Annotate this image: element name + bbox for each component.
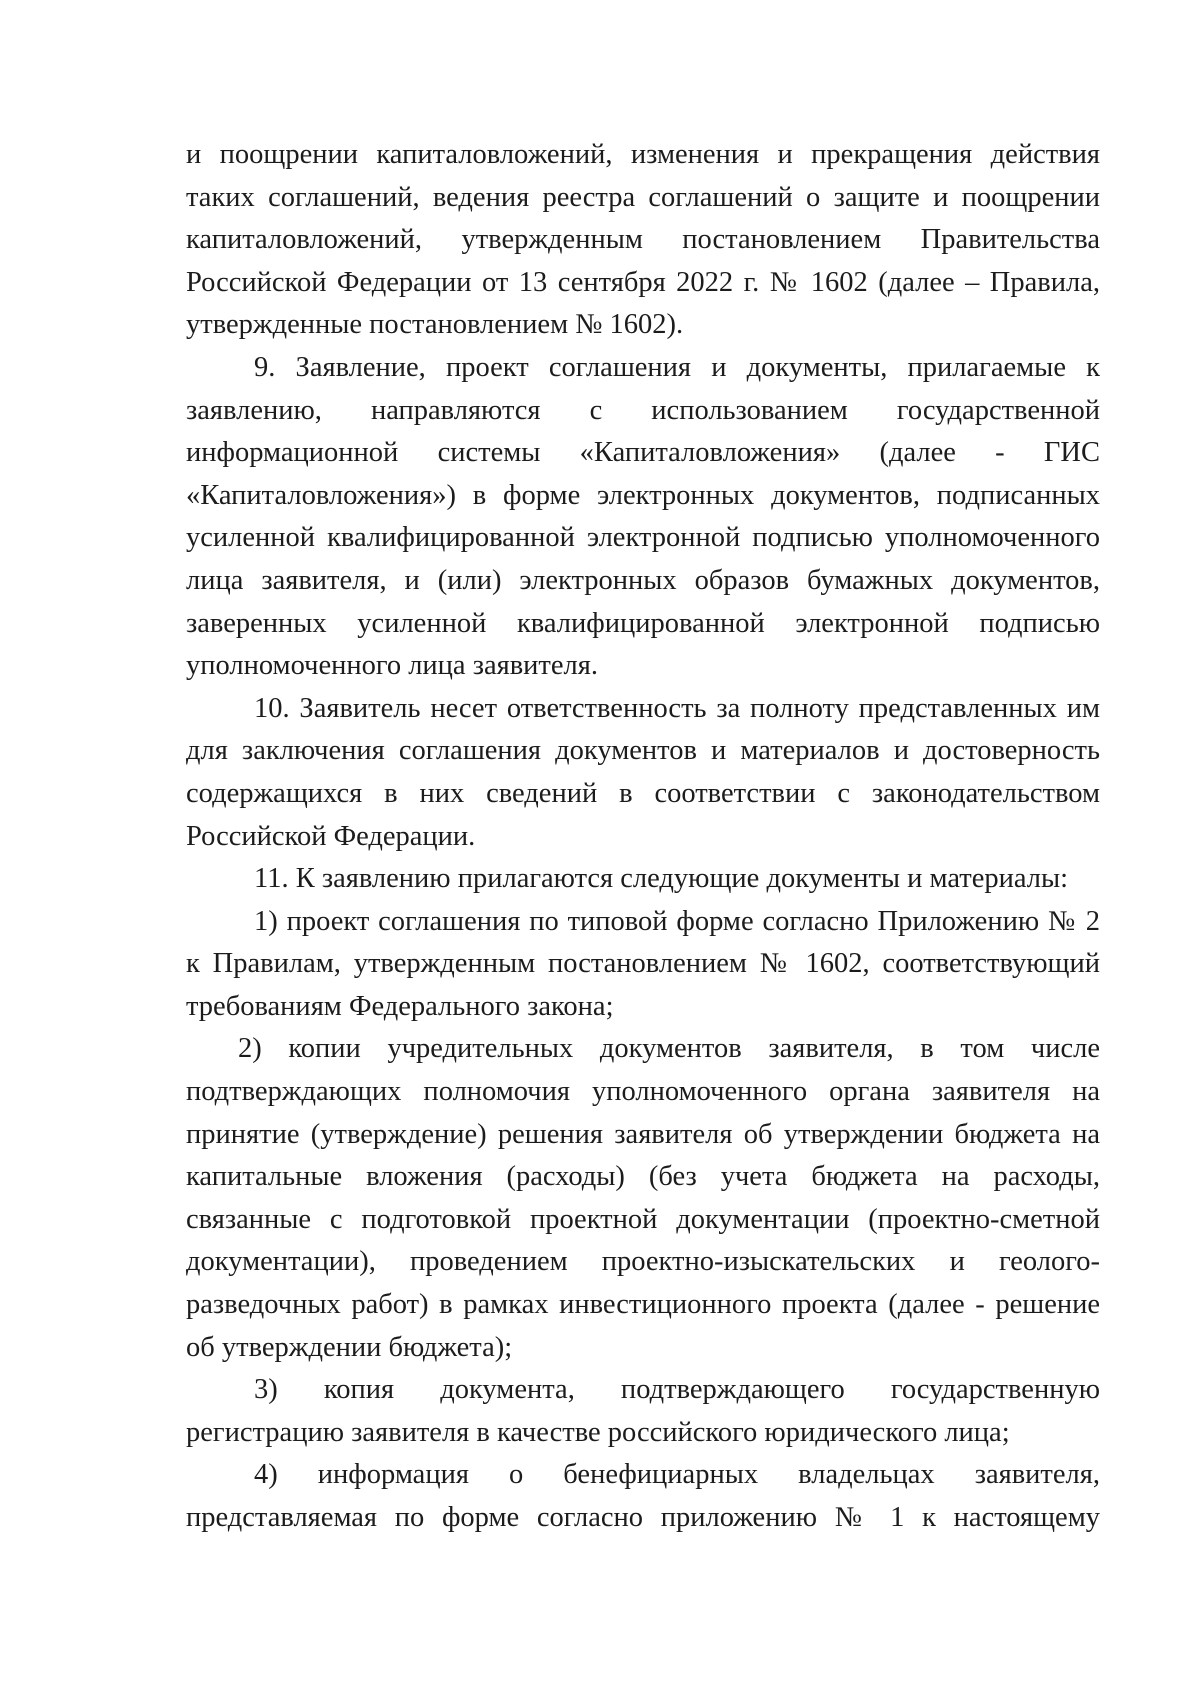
paragraph-continuation: и поощрении капиталовложений, изменения и прекращения действия таких соглашений, ведения реестра соглашений о защите и поощрении капиталовложений, утвержденным постановлением Правительства Российской Федерации от 13 сентября 2022 г. № 1602 (далее – Правила, утвержденные постановлением № 1602). bbox=[186, 139, 1100, 341]
paragraph-11: 11. К заявлению прилагаются следующие документы и материалы: bbox=[254, 863, 1069, 895]
document-page bbox=[186, 134, 1100, 1540]
list-item-4: 4) информация о бенефициарных владельцах заявителя, представляемая по форме согласно приложению № 1 к настоящему bbox=[186, 1459, 1100, 1533]
list-item-1: 1) проект соглашения по типовой форме согласно Приложению № 2 к Правилам, утвержденным постановлением № 1602, соответствующий требованиям Федерального закона; bbox=[186, 905, 1100, 1022]
paragraph-10: 10. Заявитель несет ответственность за полноту представленных им для заключения соглашения документов и материалов и достоверность содержащихся в них сведений в соответствии с законодательством Российской Федерации. bbox=[186, 692, 1100, 852]
paragraph-9: 9. Заявление, проект соглашения и документы, прилагаемые к заявлению, направляются с использованием государственной информационной системы «Капиталовложения» (далее - ГИС «Капиталовложения») в форме электронных документов, подписанных усиленной квалифицированной электронной подписью уполномоченного лица заявителя, и (или) электронных образов бумажных документов, заверенных усиленной квалифицированной электронной подписью уполномоченного лица заявителя. bbox=[186, 351, 1100, 682]
list-item-3: 3) копия документа, подтверждающего государственную регистрацию заявителя в качестве российского юридического лица; bbox=[186, 1374, 1100, 1448]
list-item-2: 2) копии учредительных документов заявителя, в том числе подтверждающих полномочия уполномоченного органа заявителя на принятие (утверждение) решения заявителя об утверждении бюджета на капитальные вложения (расходы) (без учета бюджета на расходы, связанные с подготовкой проектной документации (проектно-сметной документации), проведением проектно-изыскательских и геолого-разведочных работ) в рамках инвестиционного проекта (далее - решение об утверждении бюджета); bbox=[186, 1033, 1100, 1363]
